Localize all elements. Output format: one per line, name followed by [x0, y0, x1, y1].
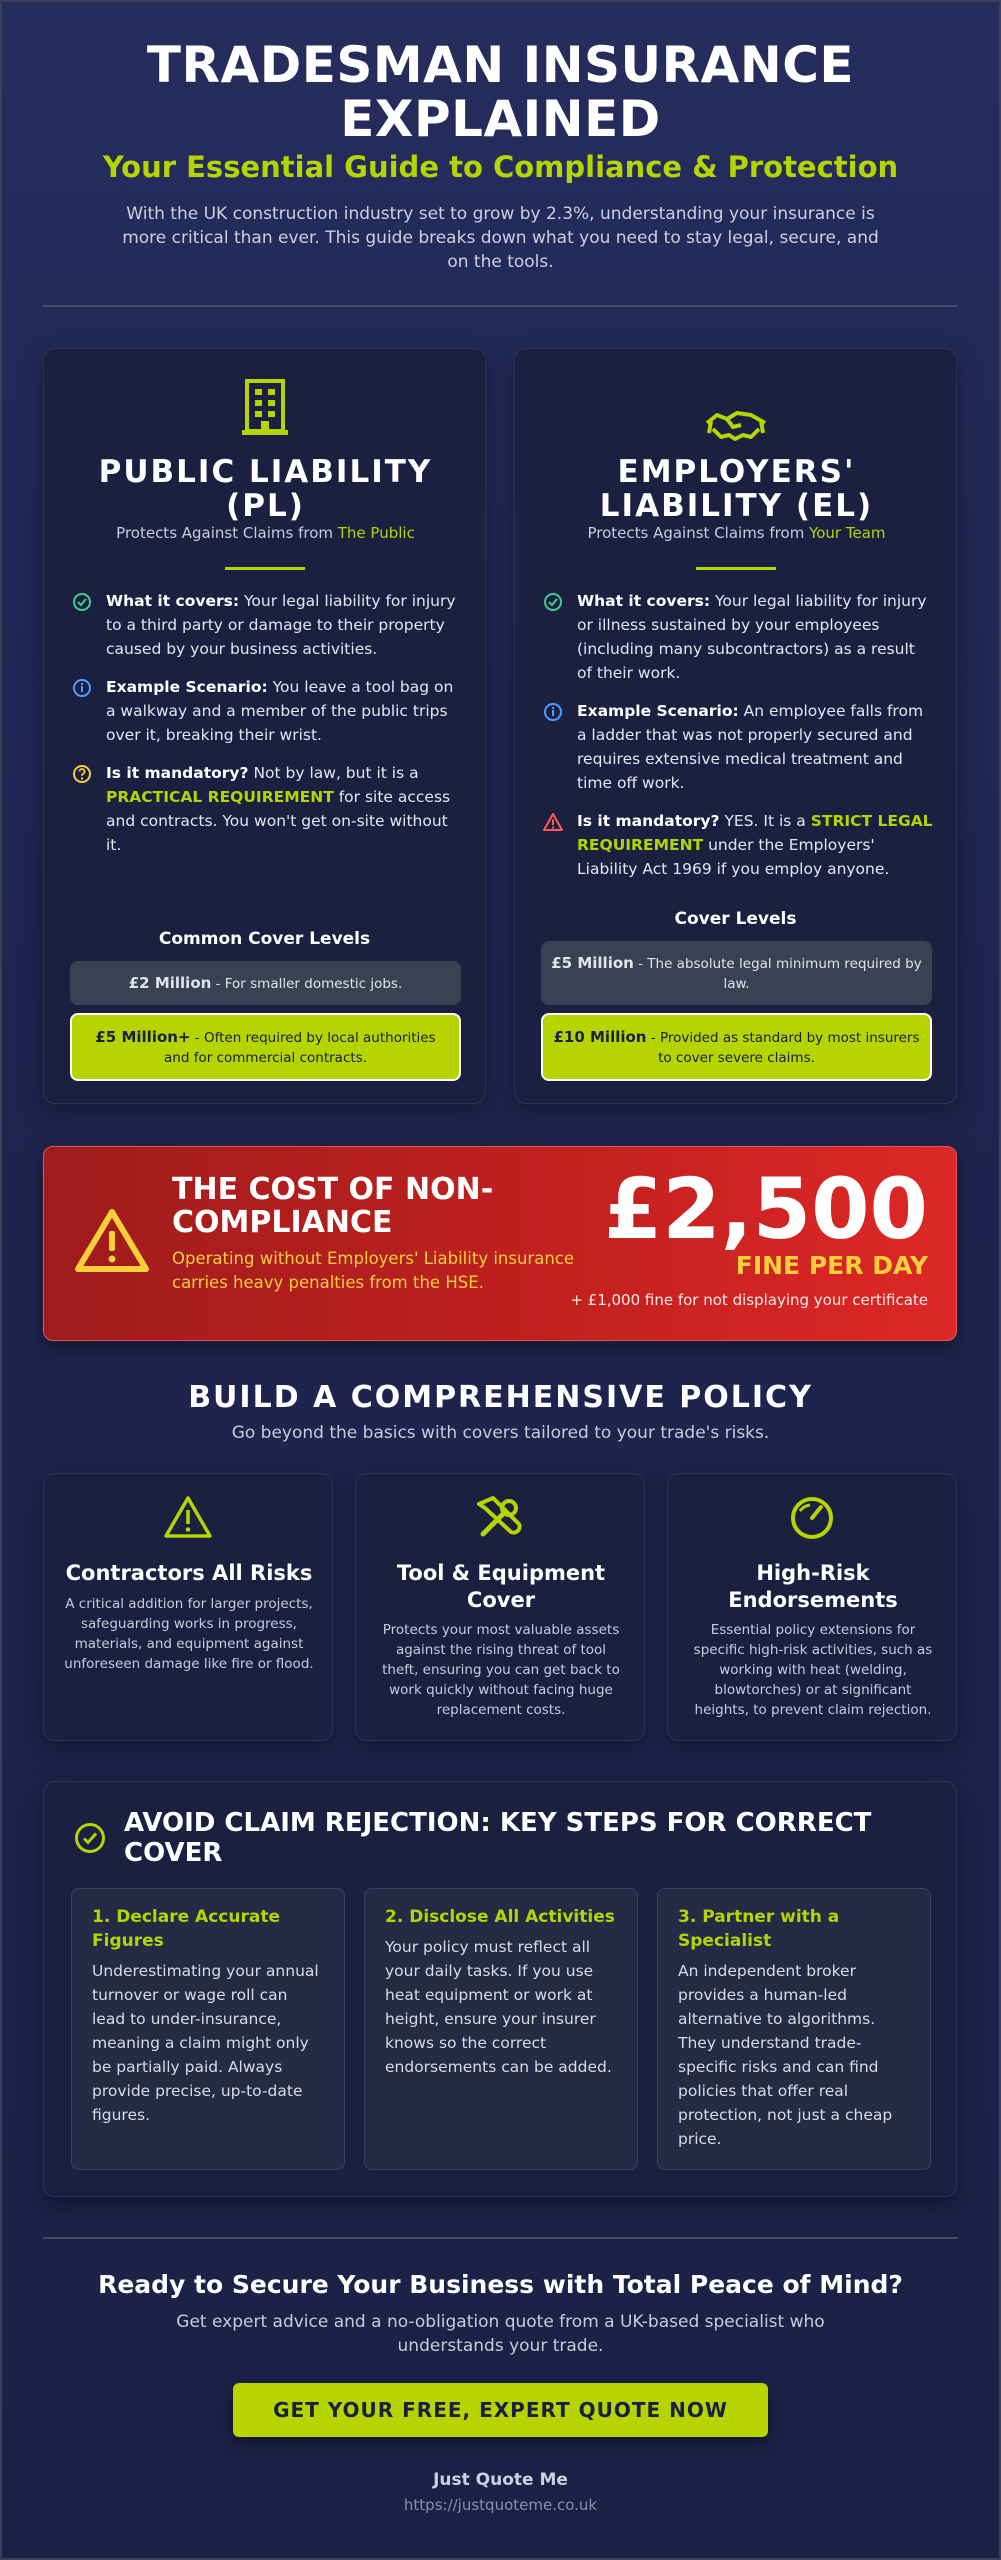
intro-text: With the UK construction industry set to grow by 2.3%, understanding your insurance is more critical than ever. This guide breaks down what you need to stay legal, secure, and on the tools.: [122, 204, 879, 272]
cover-level-5m: £5 Million+ - Often required by local authorities and for commercial contracts.: [70, 1013, 461, 1081]
fine-period: FINE PER DAY: [735, 1251, 928, 1280]
non-compliance-banner: [43, 1146, 957, 1341]
question-icon: [72, 764, 92, 784]
cover-level-10m: £10 Million - Provided as standard by most insurers to cover severe claims.: [541, 1013, 932, 1081]
step-card: [71, 1888, 345, 2170]
cover-level-2m: £2 Million - For smaller domestic jobs.: [70, 961, 461, 1005]
policy-card-title: High-Risk Endorsements: [728, 1561, 898, 1612]
accent-bar: [696, 567, 776, 570]
check-circle-icon: [543, 592, 563, 612]
card-subtitle: Protects Against Claims from Your Team: [587, 524, 886, 542]
levels-title: Common Cover Levels: [158, 929, 371, 949]
policy-card-title: Contractors All Risks: [65, 1561, 313, 1585]
check-circle-icon: [72, 592, 92, 612]
cta-text: Get expert advice and a no-obligation quote from a UK-based specialist who understands your trade.: [176, 2312, 825, 2356]
steps-heading: AVOID CLAIM REJECTION: KEY STEPS FOR CORRECT COVER: [124, 1808, 872, 1868]
scenario-item: Example Scenario: An employee falls from a ladder that was not properly secured and requires extensive medical treatment and time off work.: [543, 699, 933, 795]
page-title: TRADESMAN INSURANCE EXPLAINED: [146, 36, 855, 148]
brand-name: Just Quote Me: [433, 2470, 568, 2490]
mandatory-item: Is it mandatory? Not by law, but it is a PRACTICAL REQUIREMENT for site access and contracts. You won't get on-site without it.: [72, 761, 462, 857]
fine-note: + £1,000 fine for not displaying your certificate: [570, 1291, 928, 1309]
policy-card-desc: Essential policy extensions for specific high-risk activities, such as working with heat (welding, blowtorches) or at significant heights, to prevent claim rejection.: [693, 1622, 933, 1718]
public-liability-card: [43, 348, 486, 1104]
step-card: [364, 1888, 638, 2170]
divider: [43, 2237, 958, 2239]
alert-triangle-icon: [543, 812, 563, 832]
scenario-item: Example Scenario: You leave a tool bag on a walkway and a member of the public trips over it, breaking their wrist.: [72, 675, 462, 747]
info-icon: [72, 678, 92, 698]
policy-heading: BUILD A COMPREHENSIVE POLICY: [188, 1380, 813, 1415]
policy-card-title: Tool & Equipment Cover: [396, 1561, 606, 1612]
info-icon: [543, 702, 563, 722]
step-desc: Your policy must reflect all your daily tasks. If you use heat equipment or work at height, ensure your insurer knows so the correct endorsements can be added.: [385, 1938, 612, 2076]
step-desc: Underestimating your annual turnover or wage roll can lead to under-insurance, meaning a claim might only be partially paid. Always provide precise, up-to-date figures.: [92, 1962, 319, 2124]
divider: [43, 305, 958, 307]
fine-amount: £2,500: [603, 1160, 928, 1258]
mandatory-item: Is it mandatory? YES. It is a STRICT LEGAL REQUIREMENT under the Employers' Liability Act 1969 if you employ anyone.: [543, 809, 933, 881]
covers-item: What it covers: Your legal liability for injury to a third party or damage to their property caused by your business activities.: [72, 589, 462, 661]
check-circle-icon: [74, 1822, 106, 1858]
step-title: 3. Partner with a Specialist: [678, 1907, 840, 1951]
covers-item: What it covers: Your legal liability for injury or illness sustained by your employees (including many subcontractors) as a result of their work.: [543, 589, 933, 685]
levels-title: Cover Levels: [674, 909, 797, 929]
policy-subheading: Go beyond the basics with covers tailored to your trade's risks.: [231, 1423, 770, 1443]
accent-bar: [225, 567, 305, 570]
cost-subtitle: Operating without Employers' Liability insurance carries heavy penalties from the HSE.: [172, 1249, 575, 1292]
warning-icon: [74, 1207, 150, 1277]
card-title: PUBLIC LIABILITY (PL): [98, 454, 433, 524]
card-title: EMPLOYERS' LIABILITY (EL): [599, 454, 874, 524]
cover-level-5m: £5 Million - The absolute legal minimum required by law.: [541, 941, 932, 1005]
step-card: [657, 1888, 931, 2170]
employers-liability-card: [514, 348, 957, 1104]
handshake-icon: [515, 405, 956, 449]
cta-heading: Ready to Secure Your Business with Total Peace of Mind?: [98, 2270, 903, 2299]
policy-card-desc: Protects your most valuable assets against the rising threat of tool theft, ensuring you can get back to work quickly without facing huge replacement costs.: [382, 1622, 620, 1718]
claim-steps-panel: [43, 1781, 957, 2197]
gauge-icon: [668, 1494, 956, 1546]
cost-title: THE COST OF NON-COMPLIANCE: [172, 1172, 494, 1240]
policy-card-high-risk: [667, 1473, 957, 1741]
hero: [40, 38, 961, 274]
step-title: 1. Declare Accurate Figures: [92, 1907, 280, 1951]
policy-card-contractors: [43, 1473, 333, 1741]
get-quote-button[interactable]: GET YOUR FREE, EXPERT QUOTE NOW: [233, 2383, 768, 2437]
website-link[interactable]: https://justquoteme.co.uk: [403, 2496, 598, 2514]
tools-icon: [356, 1494, 644, 1544]
policy-card-tools: [355, 1473, 645, 1741]
building-icon: [44, 379, 485, 441]
step-title: 2. Disclose All Activities: [385, 1907, 615, 1927]
page-subtitle: Your Essential Guide to Compliance & Protection: [102, 150, 899, 184]
policy-card-desc: A critical addition for larger projects, safeguarding works in progress, materials, and equipment against unforeseen damage like fire or flood.: [64, 1596, 314, 1672]
step-desc: An independent broker provides a human-led alternative to algorithms. They understand trade-specific risks and can find policies that offer real protection, not just a cheap price.: [678, 1962, 893, 2148]
card-subtitle: Protects Against Claims from The Public: [116, 524, 415, 542]
warning-triangle-icon: [44, 1494, 332, 1544]
